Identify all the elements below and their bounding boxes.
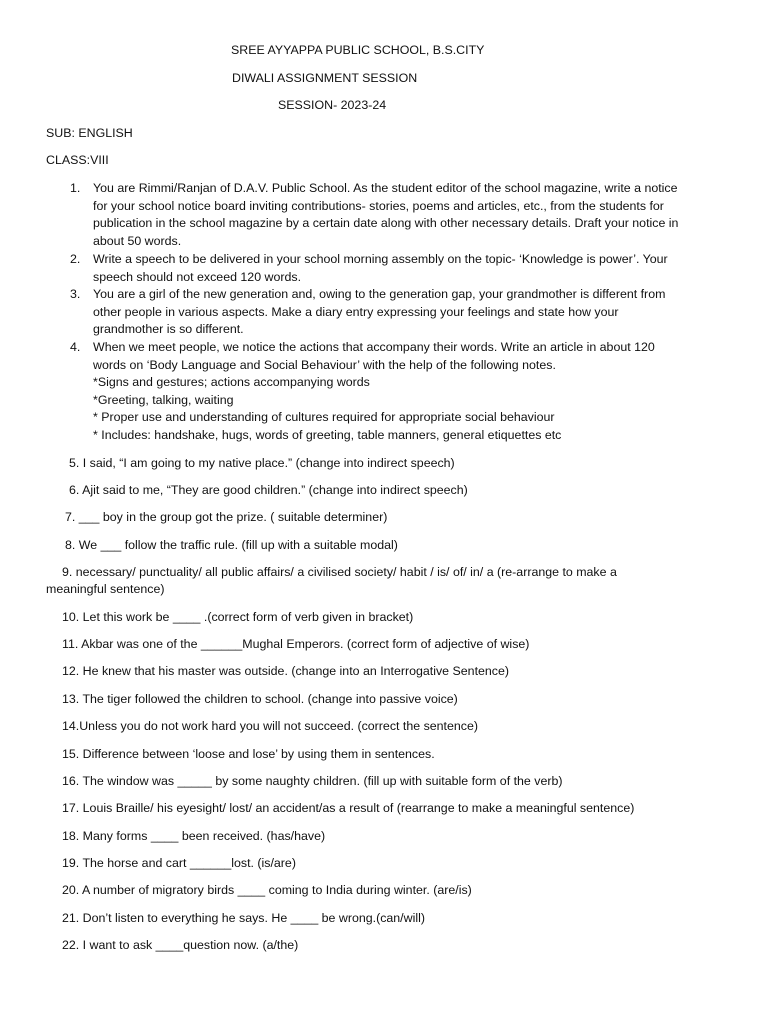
- question-line: words on ‘Body Language and Social Behaviour’ with the help of the following notes.: [93, 357, 556, 372]
- question-19: 19. The horse and cart ______lost. (is/are): [62, 856, 296, 870]
- question-6: 6. Ajit said to me, “They are good children.” (change into indirect speech): [69, 483, 468, 497]
- question-text: [93, 180, 718, 250]
- note-line: * Proper use and understanding of cultures required for appropriate social behaviour: [93, 410, 555, 425]
- question-15: 15. Difference between ‘loose and lose’ by using them in sentences.: [62, 747, 435, 761]
- question-9: 9. necessary/ punctuality/ all public affairs/ a civilised society/ habit / is/ of/ in/ a (re-arrange to make a: [62, 565, 617, 579]
- question-text: [93, 339, 718, 445]
- question-line: about 50 words.: [93, 233, 182, 248]
- question-9-continued: meaningful sentence): [46, 582, 165, 596]
- question-line: for your school notice board inviting contributions- stories, poems and articles, etc., from the students for: [93, 198, 664, 213]
- question-line: speech should not exceed 120 words.: [93, 269, 302, 284]
- question-line: You are a girl of the new generation and, owing to the generation gap, your grandmother is different from: [93, 287, 666, 301]
- question-number: 1.: [70, 181, 81, 195]
- subject-label: SUB: ENGLISH: [46, 126, 133, 140]
- note-line: *Signs and gestures; actions accompanying words: [93, 375, 370, 390]
- question-22: 22. I want to ask ____question now. (a/the): [62, 938, 299, 952]
- question-line: You are Rimmi/Ranjan of D.A.V. Public School. As the student editor of the school magazine, write a notice: [93, 181, 678, 195]
- question-text: [93, 286, 718, 339]
- note-line: *Greeting, talking, waiting: [93, 392, 234, 407]
- question-number: 2.: [70, 252, 81, 266]
- question-13: 13. The tiger followed the children to school. (change into passive voice): [62, 692, 458, 706]
- question-16: 16. The window was _____ by some naughty children. (fill up with suitable form of the verb): [62, 774, 563, 788]
- question-21: 21. Don’t listen to everything he says. He ____ be wrong.(can/will): [62, 911, 425, 925]
- question-20: 20. A number of migratory birds ____ coming to India during winter. (are/is): [62, 883, 472, 897]
- question-line: other people in various aspects. Make a diary entry expressing your feelings and state how your: [93, 304, 619, 319]
- question-17: 17. Louis Braille/ his eyesight/ lost/ an accident/as a result of (rearrange to make a meaningful sentence): [62, 801, 635, 815]
- question-number: 3.: [70, 287, 81, 301]
- question-18: 18. Many forms ____ been received. (has/have): [62, 829, 326, 843]
- note-line: * Includes: handshake, hugs, words of greeting, table manners, general etiquettes etc: [93, 427, 562, 442]
- question-11: 11. Akbar was one of the ______Mughal Emperors. (correct form of adjective of wise): [62, 637, 530, 651]
- question-12: 12. He knew that his master was outside. (change into an Interrogative Sentence): [62, 664, 510, 678]
- question-line: publication in the school magazine by a certain date along with other necessary details. Draft your notice in: [93, 216, 679, 231]
- question-line: When we meet people, we notice the actions that accompany their words. Write an article in about 120: [93, 340, 655, 354]
- question-7: 7. ___ boy in the group got the prize. ( suitable determiner): [65, 510, 388, 524]
- assignment-title: DIWALI ASSIGNMENT SESSION: [232, 71, 418, 85]
- question-10: 10. Let this work be ____ .(correct form of verb given in bracket): [62, 610, 414, 624]
- session-label: SESSION- 2023-24: [278, 98, 387, 112]
- question-line: grandmother is so different.: [93, 322, 244, 337]
- school-name: SREE AYYAPPA PUBLIC SCHOOL, B.S.CITY: [231, 43, 485, 57]
- class-label: CLASS:VIII: [46, 153, 109, 167]
- question-14: 14.Unless you do not work hard you will not succeed. (correct the sentence): [62, 719, 478, 733]
- question-number: 4.: [70, 340, 81, 354]
- question-text: [93, 251, 718, 286]
- question-8: 8. We ___ follow the traffic rule. (fill up with a suitable modal): [65, 538, 398, 552]
- question-line: Write a speech to be delivered in your school morning assembly on the topic- ‘Knowledge is power’. Your: [93, 252, 668, 266]
- question-5: 5. I said, “I am going to my native place.” (change into indirect speech): [69, 456, 455, 470]
